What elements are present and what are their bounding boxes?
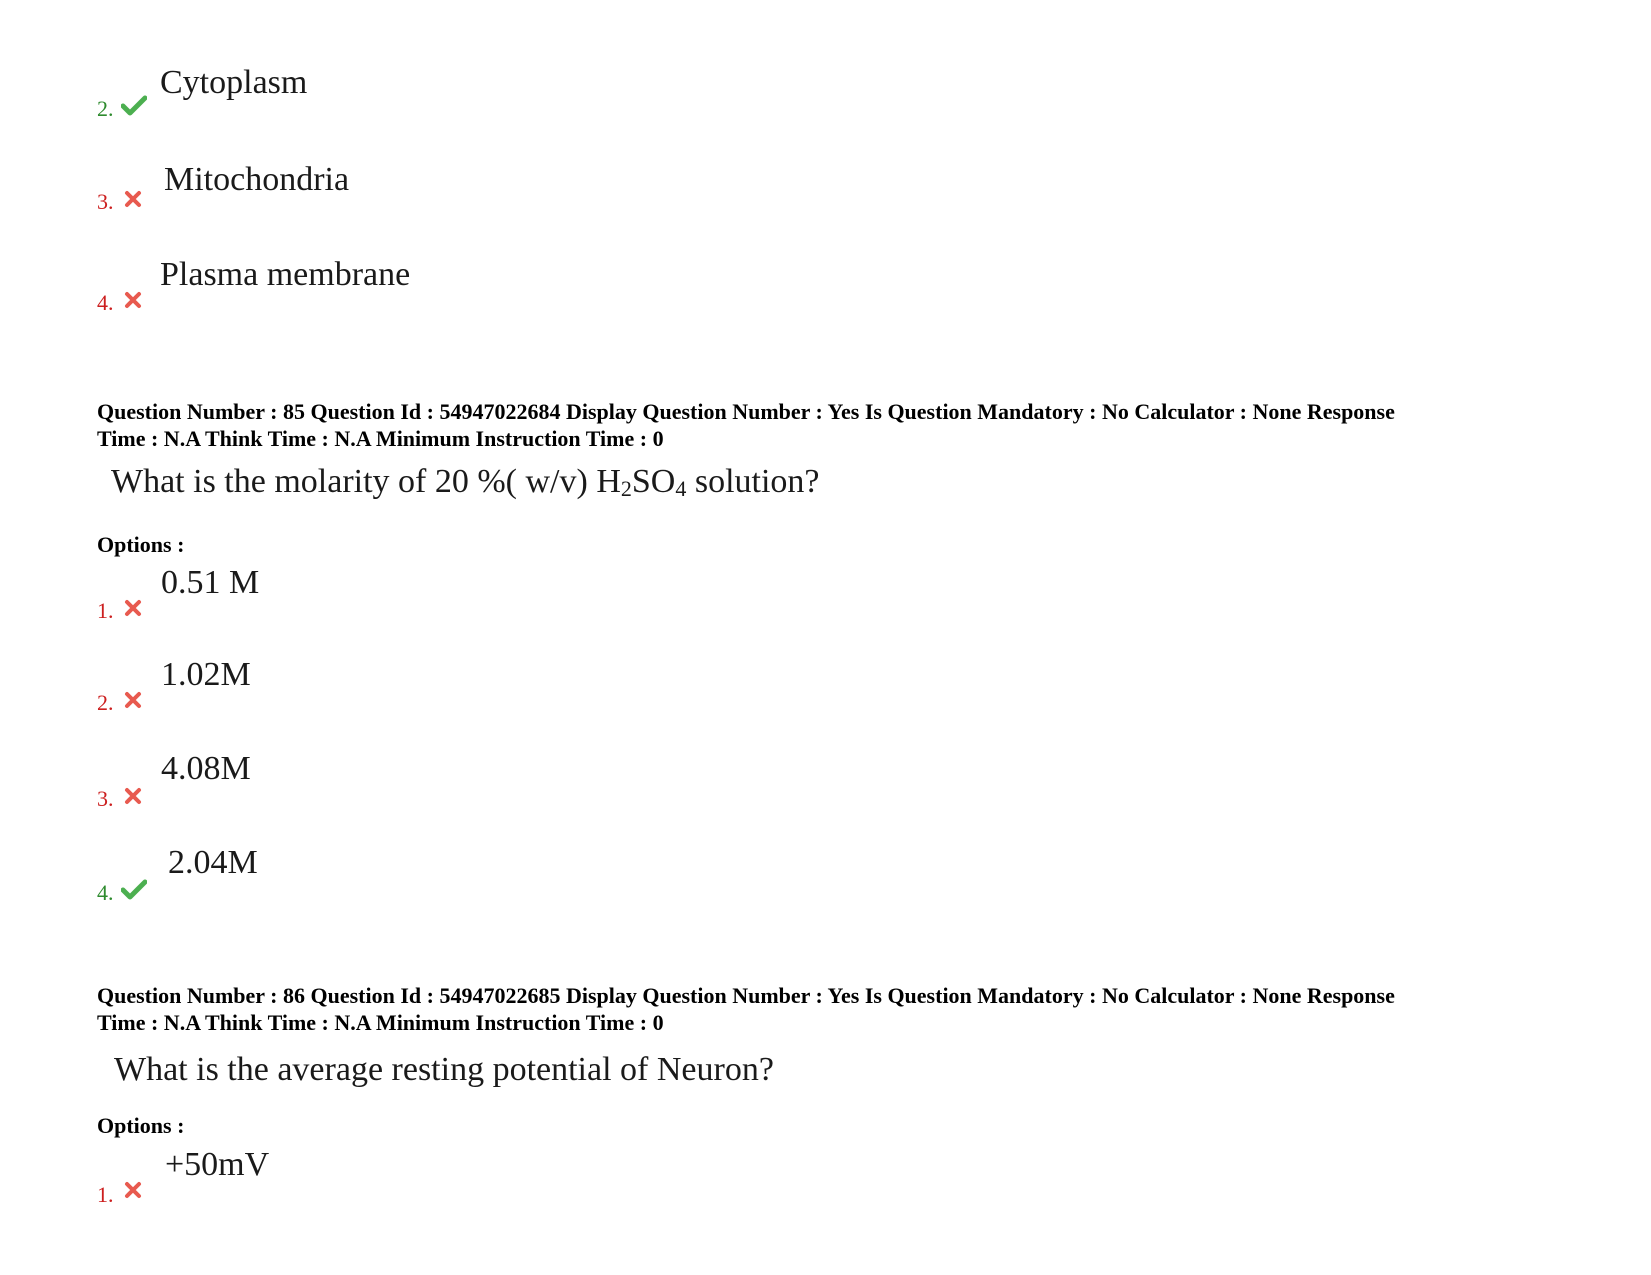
option-number: 3. — [97, 189, 114, 214]
question-meta-line-2: Time : N.A Think Time : N.A Minimum Instruction Time : 0 — [97, 426, 664, 451]
check-icon — [121, 94, 147, 116]
option-number: 2. — [97, 96, 114, 121]
option-row — [0, 155, 900, 215]
option-text: 2.04M — [168, 844, 258, 881]
option-row — [0, 746, 900, 811]
option-number: 4. — [97, 880, 114, 905]
option-number: 2. — [97, 690, 114, 715]
option-text: 0.51 M — [161, 564, 260, 601]
option-row — [0, 60, 900, 120]
cross-icon — [121, 690, 147, 712]
option-text: 1.02M — [161, 656, 251, 693]
options-label: Options : — [97, 532, 185, 557]
question-meta — [97, 398, 1567, 452]
cross-icon — [121, 290, 147, 312]
cross-icon — [121, 598, 147, 620]
cross-icon — [121, 189, 147, 211]
option-text: 4.08M — [161, 750, 251, 787]
option-number: 1. — [97, 1182, 114, 1207]
option-row — [0, 652, 900, 715]
option-text: Mitochondria — [164, 161, 350, 198]
cross-icon — [121, 1180, 147, 1202]
option-number: 4. — [97, 290, 114, 315]
options-label: Options : — [97, 1113, 185, 1138]
option-row — [0, 838, 900, 905]
option-row — [0, 560, 900, 623]
question-text: What is the molarity of 20 %( w/v) $H_2SO_4$ solution? — [111, 463, 820, 501]
option-text: Plasma membrane — [160, 256, 411, 293]
check-icon — [121, 878, 147, 900]
question-meta — [97, 982, 1567, 1036]
question-meta-line-2: Time : N.A Think Time : N.A Minimum Instruction Time : 0 — [97, 1010, 664, 1035]
cross-icon — [121, 786, 147, 808]
option-text: +50mV — [165, 1146, 270, 1183]
option-row — [0, 1142, 900, 1207]
question-meta-line-1: Question Number : 86 Question Id : 54947022685 Display Question Number : Yes Is Question Mandatory : No Calculator : None Response — [97, 983, 1395, 1008]
option-number: 3. — [97, 786, 114, 811]
question-text: What is the average resting potential of Neuron? — [114, 1051, 774, 1088]
option-row — [0, 248, 900, 315]
option-number: 1. — [97, 598, 114, 623]
question-meta-line-1: Question Number : 85 Question Id : 54947022684 Display Question Number : Yes Is Question Mandatory : No Calculator : None Response — [97, 399, 1395, 424]
option-text: Cytoplasm — [160, 64, 308, 101]
